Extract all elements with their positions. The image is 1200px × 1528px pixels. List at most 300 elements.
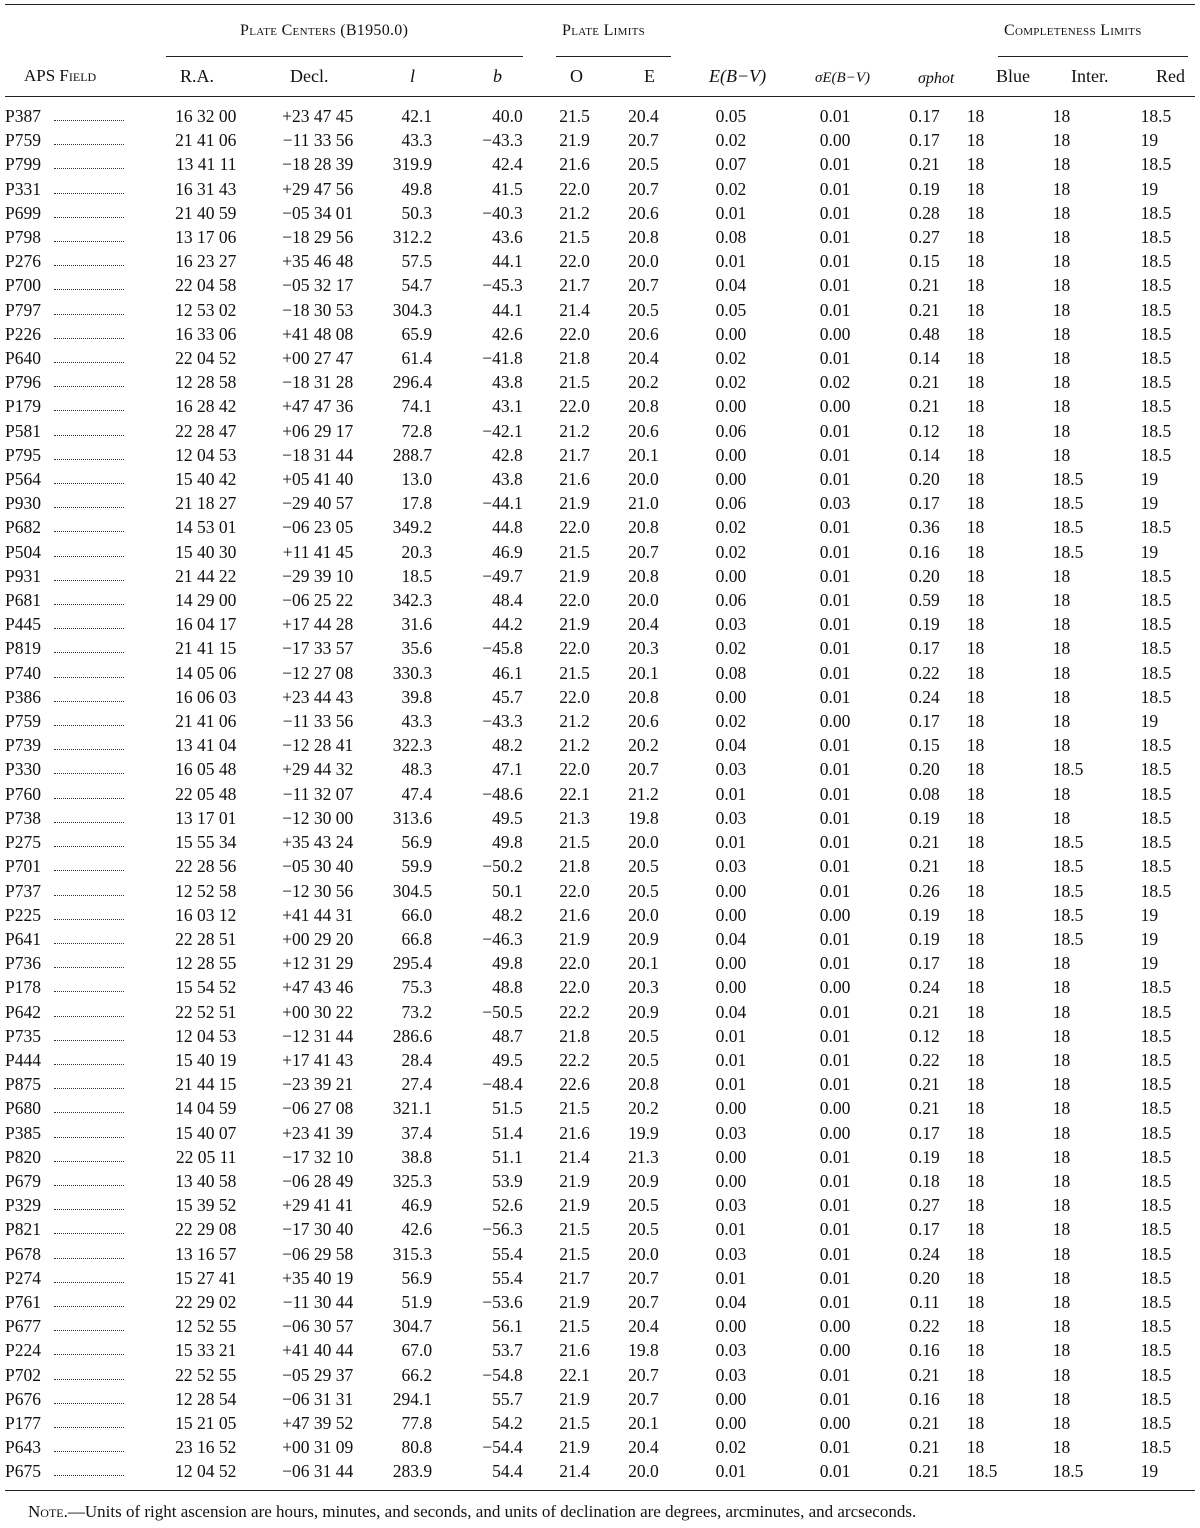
cell-ra: 12 28 58 — [175, 372, 237, 393]
cell-e-limit: 20.7 — [628, 1267, 659, 1288]
field-name: P640 — [5, 348, 41, 369]
cell-sigma-phot: 0.24 — [909, 686, 940, 707]
cell-l: 67.0 — [401, 1340, 433, 1361]
cell-ebv: 0.06 — [715, 420, 747, 441]
cell-decl: −05 30 40 — [282, 856, 354, 877]
cell-ra: 22 05 48 — [175, 783, 237, 804]
cell-l: 295.4 — [392, 953, 433, 974]
cell-o-limit: 21.6 — [559, 1340, 590, 1361]
cell-red-limit: 18.5 — [1140, 202, 1172, 223]
table-row — [0, 128, 1200, 152]
cell-ebv: 0.02 — [715, 517, 747, 538]
cell-o-limit: 22.0 — [559, 977, 590, 998]
cell-blue-limit: 18 — [966, 323, 985, 344]
field-name: P224 — [5, 1340, 41, 1361]
cell-o-limit: 21.5 — [559, 1412, 590, 1433]
cell-o-limit: 21.9 — [559, 493, 590, 514]
cell-e-limit: 20.5 — [628, 154, 659, 175]
cell-e-limit: 20.7 — [628, 759, 659, 780]
cell-b: 49.8 — [492, 832, 523, 853]
cell-blue-limit: 18 — [966, 1340, 985, 1361]
leader-dots — [54, 1306, 124, 1307]
cell-aps-field — [0, 1193, 167, 1217]
cell-b: 53.9 — [492, 1170, 523, 1191]
cell-b: 49.5 — [492, 1049, 523, 1070]
cell-ebv: 0.03 — [715, 759, 747, 780]
cell-sigma-phot: 0.17 — [909, 711, 940, 732]
cell-ebv: 0.02 — [715, 711, 747, 732]
cell-o-limit: 21.8 — [559, 856, 590, 877]
cell-inter-limit: 18 — [1052, 323, 1071, 344]
cell-aps-field — [0, 394, 167, 418]
cell-l: 20.3 — [401, 541, 433, 562]
cell-decl: −18 28 39 — [282, 154, 354, 175]
col-header-red: Red — [1156, 66, 1185, 86]
cell-e-limit: 21.0 — [628, 493, 659, 514]
cell-inter-limit: 18.5 — [1052, 904, 1084, 925]
cell-ebv: 0.01 — [715, 783, 747, 804]
cell-l: 48.3 — [401, 759, 433, 780]
cell-blue-limit: 18 — [966, 178, 985, 199]
cell-decl: +00 31 09 — [282, 1437, 354, 1458]
cell-o-limit: 22.0 — [559, 953, 590, 974]
cell-sigma-phot: 0.17 — [909, 638, 940, 659]
cell-inter-limit: 18 — [1052, 299, 1071, 320]
cell-sigma-phot: 0.19 — [909, 614, 940, 635]
cell-sigma-phot: 0.27 — [909, 227, 940, 248]
cell-sigma-phot: 0.21 — [909, 856, 940, 877]
table-row — [0, 806, 1200, 830]
cell-b: 55.7 — [492, 1388, 523, 1409]
cell-o-limit: 21.2 — [559, 711, 590, 732]
cell-o-limit: 21.9 — [559, 1388, 590, 1409]
cell-ebv: 0.00 — [715, 1146, 747, 1167]
table-row — [0, 951, 1200, 975]
cell-inter-limit: 18 — [1052, 444, 1071, 465]
cell-blue-limit: 18 — [966, 130, 985, 151]
cell-red-limit: 18.5 — [1140, 686, 1172, 707]
cell-aps-field — [0, 1314, 167, 1338]
cell-ra: 22 05 11 — [175, 1146, 237, 1167]
cell-l: 74.1 — [401, 396, 433, 417]
cell-o-limit: 21.6 — [559, 904, 590, 925]
cell-ebv: 0.02 — [715, 541, 747, 562]
cell-sigma-phot: 0.24 — [909, 977, 940, 998]
cell-aps-field — [0, 588, 167, 612]
cell-ebv: 0.02 — [715, 638, 747, 659]
cell-e-limit: 20.2 — [628, 372, 659, 393]
completeness-limits-underline — [998, 56, 1188, 57]
plate-limits-underline — [556, 56, 671, 57]
cell-sigma-ebv: 0.01 — [819, 590, 851, 611]
cell-e-limit: 20.7 — [628, 178, 659, 199]
cell-sigma-ebv: 0.01 — [819, 686, 851, 707]
cell-ra: 12 52 55 — [175, 1316, 237, 1337]
cell-o-limit: 22.0 — [559, 880, 590, 901]
cell-o-limit: 21.4 — [559, 1146, 590, 1167]
cell-sigma-ebv: 0.01 — [819, 1267, 851, 1288]
leader-dots — [54, 1258, 124, 1259]
cell-e-limit: 20.8 — [628, 517, 659, 538]
cell-blue-limit: 18 — [966, 1219, 985, 1240]
leader-dots — [54, 1475, 124, 1476]
cell-o-limit: 21.9 — [559, 614, 590, 635]
cell-e-limit: 20.4 — [628, 614, 659, 635]
cell-decl: −18 31 44 — [282, 444, 354, 465]
cell-ebv: 0.00 — [715, 1170, 747, 1191]
cell-decl: −17 32 10 — [282, 1146, 354, 1167]
cell-b: 44.8 — [492, 517, 523, 538]
cell-sigma-phot: 0.17 — [909, 493, 940, 514]
cell-sigma-phot: 0.59 — [909, 590, 940, 611]
cell-o-limit: 21.4 — [559, 1461, 590, 1482]
field-name: P930 — [5, 493, 41, 514]
cell-o-limit: 21.8 — [559, 348, 590, 369]
cell-b: −53.6 — [482, 1291, 523, 1312]
field-name: P679 — [5, 1170, 41, 1191]
cell-l: 286.6 — [392, 1025, 433, 1046]
cell-o-limit: 21.5 — [559, 541, 590, 562]
cell-l: 17.8 — [401, 493, 433, 514]
cell-sigma-phot: 0.16 — [909, 1340, 940, 1361]
cell-aps-field — [0, 1121, 167, 1145]
cell-red-limit: 18.5 — [1140, 1074, 1172, 1095]
leader-dots — [54, 725, 124, 726]
cell-sigma-phot: 0.21 — [909, 1001, 940, 1022]
field-name: P385 — [5, 1122, 41, 1143]
cell-sigma-ebv: 0.01 — [819, 565, 851, 586]
cell-o-limit: 21.5 — [559, 1098, 590, 1119]
field-name: P736 — [5, 953, 41, 974]
cell-ra: 15 33 21 — [175, 1340, 237, 1361]
leader-dots — [54, 362, 124, 363]
cell-e-limit: 20.5 — [628, 880, 659, 901]
cell-e-limit: 20.0 — [628, 590, 659, 611]
leader-dots — [54, 677, 124, 678]
leader-dots — [54, 531, 124, 532]
cell-ebv: 0.06 — [715, 493, 747, 514]
table-row — [0, 1193, 1200, 1217]
field-name: P504 — [5, 541, 41, 562]
cell-e-limit: 20.7 — [628, 1388, 659, 1409]
cell-e-limit: 19.8 — [628, 1340, 659, 1361]
field-name: P739 — [5, 735, 41, 756]
cell-e-limit: 20.5 — [628, 856, 659, 877]
cell-blue-limit: 18 — [966, 348, 985, 369]
cell-sigma-phot: 0.19 — [909, 928, 940, 949]
cell-ebv: 0.00 — [715, 904, 747, 925]
cell-blue-limit: 18 — [966, 396, 985, 417]
cell-decl: −05 34 01 — [282, 202, 354, 223]
cell-ra: 15 40 07 — [175, 1122, 237, 1143]
field-name: P875 — [5, 1074, 41, 1095]
cell-red-limit: 18.5 — [1140, 1025, 1172, 1046]
cell-sigma-ebv: 0.01 — [819, 1388, 851, 1409]
cell-decl: +29 44 32 — [282, 759, 354, 780]
cell-ebv: 0.00 — [715, 469, 747, 490]
field-name: P641 — [5, 928, 41, 949]
cell-ra: 16 03 12 — [175, 904, 237, 925]
cell-red-limit: 19 — [1140, 953, 1159, 974]
cell-decl: +47 47 36 — [282, 396, 354, 417]
cell-ebv: 0.01 — [715, 1461, 747, 1482]
cell-aps-field — [0, 1096, 167, 1120]
cell-l: 31.6 — [401, 614, 433, 635]
leader-dots — [54, 265, 124, 266]
cell-o-limit: 22.0 — [559, 396, 590, 417]
cell-aps-field — [0, 612, 167, 636]
cell-l: 315.3 — [392, 1243, 433, 1264]
cell-l: 294.1 — [392, 1388, 433, 1409]
cell-o-limit: 21.9 — [559, 1437, 590, 1458]
cell-e-limit: 20.4 — [628, 348, 659, 369]
cell-aps-field — [0, 104, 167, 128]
cell-blue-limit: 18 — [966, 299, 985, 320]
leader-dots — [54, 846, 124, 847]
cell-aps-field — [0, 225, 167, 249]
cell-l: 42.1 — [401, 106, 433, 126]
cell-sigma-phot: 0.21 — [909, 1364, 940, 1385]
cell-e-limit: 19.9 — [628, 1122, 659, 1143]
cell-sigma-phot: 0.20 — [909, 1267, 940, 1288]
cell-sigma-phot: 0.26 — [909, 880, 940, 901]
cell-b: −44.1 — [482, 493, 523, 514]
cell-ebv: 0.03 — [715, 1122, 747, 1143]
cell-l: 42.6 — [401, 1219, 433, 1240]
cell-ebv: 0.02 — [715, 130, 747, 151]
cell-decl: +47 43 46 — [282, 977, 354, 998]
cell-decl: +05 41 40 — [282, 469, 354, 490]
cell-red-limit: 18.5 — [1140, 1001, 1172, 1022]
cell-red-limit: 19 — [1140, 469, 1159, 490]
field-name: P564 — [5, 469, 41, 490]
cell-red-limit: 18.5 — [1140, 735, 1172, 756]
cell-sigma-phot: 0.14 — [909, 444, 940, 465]
cell-inter-limit: 18 — [1052, 1219, 1071, 1240]
cell-blue-limit: 18 — [966, 832, 985, 853]
cell-ra: 22 29 02 — [175, 1291, 237, 1312]
field-name: P444 — [5, 1049, 41, 1070]
cell-sigma-ebv: 0.01 — [819, 953, 851, 974]
cell-sigma-phot: 0.28 — [909, 202, 940, 223]
cell-inter-limit: 18 — [1052, 1146, 1071, 1167]
cell-l: 49.8 — [401, 178, 433, 199]
cell-o-limit: 21.2 — [559, 420, 590, 441]
col-header-aps-field: APS Field — [24, 66, 97, 85]
cell-o-limit: 22.0 — [559, 638, 590, 659]
cell-sigma-phot: 0.19 — [909, 904, 940, 925]
cell-inter-limit: 18 — [1052, 565, 1071, 586]
leader-dots — [54, 822, 124, 823]
cell-sigma-ebv: 0.01 — [819, 928, 851, 949]
cell-blue-limit: 18 — [966, 1122, 985, 1143]
leader-dots — [54, 386, 124, 387]
cell-red-limit: 18.5 — [1140, 251, 1172, 272]
col-header-decl: Decl. — [290, 66, 329, 86]
leader-dots — [54, 483, 124, 484]
cell-sigma-phot: 0.17 — [909, 1219, 940, 1240]
cell-e-limit: 20.7 — [628, 541, 659, 562]
cell-blue-limit: 18 — [966, 251, 985, 272]
field-name: P274 — [5, 1267, 41, 1288]
table-row — [0, 298, 1200, 322]
cell-o-limit: 21.7 — [559, 275, 590, 296]
cell-b: −45.3 — [482, 275, 523, 296]
cell-decl: +29 47 56 — [282, 178, 354, 199]
field-name: P177 — [5, 1412, 41, 1433]
cell-sigma-phot: 0.20 — [909, 759, 940, 780]
table-row — [0, 927, 1200, 951]
cell-aps-field — [0, 806, 167, 830]
cell-o-limit: 22.0 — [559, 323, 590, 344]
cell-ebv: 0.01 — [715, 1049, 747, 1070]
cell-decl: −23 39 21 — [282, 1074, 354, 1095]
cell-ra: 14 53 01 — [175, 517, 237, 538]
table-row — [0, 782, 1200, 806]
cell-e-limit: 20.5 — [628, 1219, 659, 1240]
cell-blue-limit: 18 — [966, 686, 985, 707]
cell-blue-limit: 18 — [966, 517, 985, 538]
leader-dots — [54, 701, 124, 702]
cell-blue-limit: 18 — [966, 1001, 985, 1022]
cell-e-limit: 19.8 — [628, 807, 659, 828]
cell-ebv: 0.08 — [715, 227, 747, 248]
cell-blue-limit: 18 — [966, 662, 985, 683]
cell-o-limit: 21.6 — [559, 469, 590, 490]
field-name: P681 — [5, 590, 41, 611]
cell-red-limit: 19 — [1140, 711, 1159, 732]
cell-sigma-phot: 0.22 — [909, 662, 940, 683]
cell-l: 312.2 — [392, 227, 433, 248]
cell-red-limit: 18.5 — [1140, 106, 1172, 126]
cell-decl: −05 29 37 — [282, 1364, 354, 1385]
cell-b: 52.6 — [492, 1195, 523, 1216]
cell-blue-limit: 18 — [966, 638, 985, 659]
leader-dots — [54, 1088, 124, 1089]
cell-inter-limit: 18.5 — [1052, 880, 1084, 901]
cell-l: 296.4 — [392, 372, 433, 393]
cell-inter-limit: 18 — [1052, 154, 1071, 175]
leader-dots — [54, 168, 124, 169]
cell-red-limit: 18.5 — [1140, 590, 1172, 611]
cell-e-limit: 20.2 — [628, 735, 659, 756]
cell-blue-limit: 18 — [966, 614, 985, 635]
cell-b: −46.3 — [482, 928, 523, 949]
cell-ebv: 0.00 — [715, 977, 747, 998]
cell-l: 72.8 — [401, 420, 433, 441]
table-row — [0, 1363, 1200, 1387]
leader-dots — [54, 1016, 124, 1017]
table-row — [0, 394, 1200, 418]
cell-ebv: 0.00 — [715, 1316, 747, 1337]
cell-sigma-phot: 0.24 — [909, 1243, 940, 1264]
cell-ra: 16 33 06 — [175, 323, 237, 344]
cell-sigma-phot: 0.19 — [909, 807, 940, 828]
cell-sigma-phot: 0.21 — [909, 275, 940, 296]
cell-l: 66.0 — [401, 904, 433, 925]
table-row — [0, 225, 1200, 249]
cell-red-limit: 18.5 — [1140, 783, 1172, 804]
cell-l: 75.3 — [401, 977, 433, 998]
cell-aps-field — [0, 1290, 167, 1314]
cell-e-limit: 20.0 — [628, 1243, 659, 1264]
col-header-e: E — [644, 66, 655, 86]
cell-decl: −18 31 28 — [282, 372, 354, 393]
cell-inter-limit: 18 — [1052, 1267, 1071, 1288]
cell-o-limit: 21.5 — [559, 1219, 590, 1240]
cell-ra: 13 40 58 — [175, 1170, 237, 1191]
cell-decl: +11 41 45 — [282, 541, 354, 562]
cell-ebv: 0.00 — [715, 686, 747, 707]
cell-sigma-ebv: 0.01 — [819, 638, 851, 659]
cell-o-limit: 21.5 — [559, 662, 590, 683]
cell-b: 40.0 — [492, 106, 523, 126]
field-name: P581 — [5, 420, 41, 441]
cell-o-limit: 22.1 — [559, 1364, 590, 1385]
cell-red-limit: 18.5 — [1140, 1098, 1172, 1119]
cell-ebv: 0.04 — [715, 928, 747, 949]
cell-inter-limit: 18 — [1052, 735, 1071, 756]
cell-sigma-ebv: 0.01 — [819, 1461, 851, 1482]
field-name: P178 — [5, 977, 41, 998]
cell-sigma-phot: 0.21 — [909, 372, 940, 393]
cell-sigma-phot: 0.11 — [909, 1291, 940, 1312]
field-name: P387 — [5, 106, 41, 126]
cell-ebv: 0.05 — [715, 299, 747, 320]
cell-b: 42.4 — [492, 154, 523, 175]
cell-decl: +41 44 31 — [282, 904, 354, 925]
cell-sigma-ebv: 0.00 — [819, 130, 851, 151]
cell-blue-limit: 18 — [966, 1316, 985, 1337]
cell-inter-limit: 18 — [1052, 251, 1071, 272]
cell-ra: 21 41 15 — [175, 638, 237, 659]
cell-sigma-ebv: 0.00 — [819, 977, 851, 998]
cell-ra: 14 04 59 — [175, 1098, 237, 1119]
cell-sigma-ebv: 0.00 — [819, 711, 851, 732]
cell-decl: −11 30 44 — [282, 1291, 354, 1312]
cell-red-limit: 19 — [1140, 178, 1159, 199]
cell-decl: +23 41 39 — [282, 1122, 354, 1143]
cell-ebv: 0.00 — [715, 1098, 747, 1119]
cell-inter-limit: 18 — [1052, 590, 1071, 611]
cell-ebv: 0.02 — [715, 178, 747, 199]
cell-sigma-phot: 0.15 — [909, 251, 940, 272]
cell-ra: 12 28 55 — [175, 953, 237, 974]
cell-b: 44.2 — [492, 614, 523, 635]
table-row — [0, 322, 1200, 346]
cell-inter-limit: 18 — [1052, 202, 1071, 223]
cell-e-limit: 20.6 — [628, 420, 659, 441]
cell-sigma-phot: 0.17 — [909, 953, 940, 974]
cell-inter-limit: 18 — [1052, 227, 1071, 248]
leader-dots — [54, 1330, 124, 1331]
cell-sigma-ebv: 0.01 — [819, 662, 851, 683]
cell-b: −40.3 — [482, 202, 523, 223]
cell-red-limit: 18.5 — [1140, 807, 1172, 828]
cell-ebv: 0.06 — [715, 590, 747, 611]
cell-blue-limit: 18.5 — [966, 1461, 998, 1482]
cell-sigma-phot: 0.22 — [909, 1316, 940, 1337]
field-name: P798 — [5, 227, 41, 248]
cell-inter-limit: 18.5 — [1052, 517, 1084, 538]
cell-ra: 23 16 52 — [175, 1437, 237, 1458]
cell-red-limit: 18.5 — [1140, 832, 1172, 853]
cell-aps-field — [0, 1072, 167, 1096]
cell-sigma-ebv: 0.01 — [819, 759, 851, 780]
cell-inter-limit: 18 — [1052, 1122, 1071, 1143]
cell-b: −42.1 — [482, 420, 523, 441]
cell-inter-limit: 18 — [1052, 953, 1071, 974]
